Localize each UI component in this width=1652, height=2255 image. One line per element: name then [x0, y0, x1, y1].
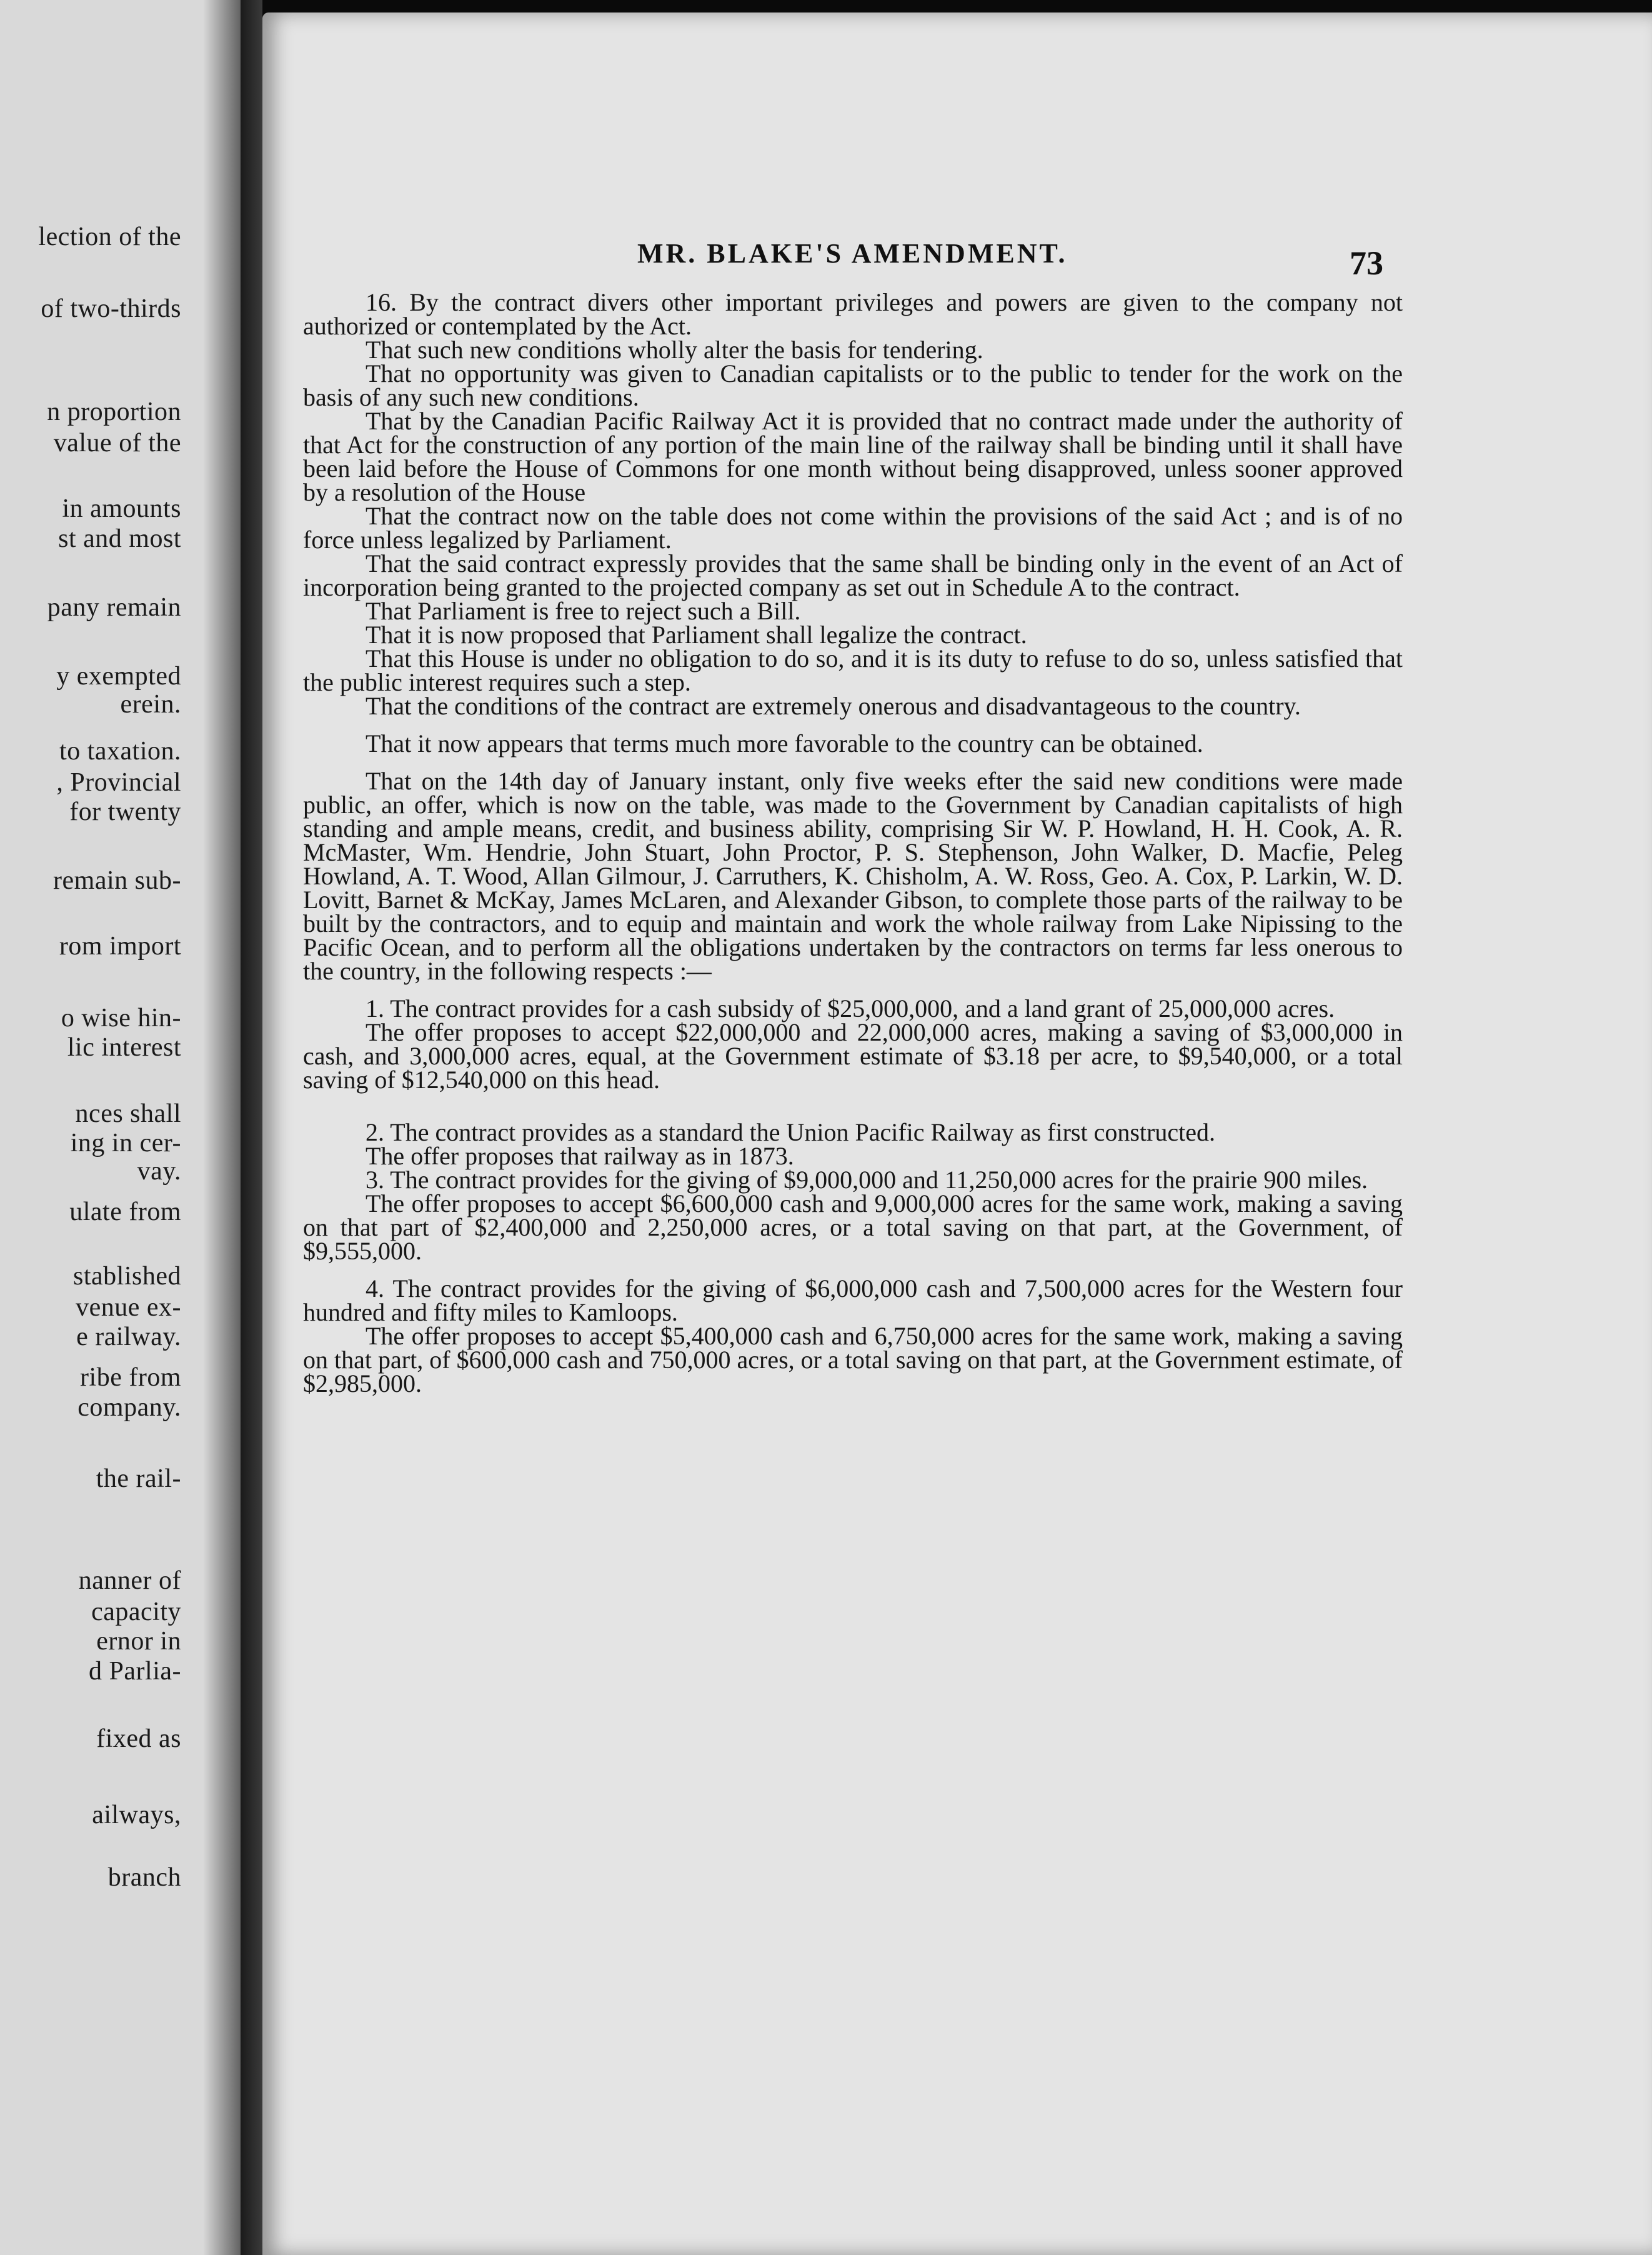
- paragraph: That on the 14th day of January instant, only five weeks efter the said new conditions were made public, an offer, which is now on the table, was made to the Government by Canadian capitalists of high standing and ample means, credit, and business ability, comprising Sir W. P. Howland, H. H. Cook, A. R. McMaster, Wm. Hendrie, John Stuart, John Proctor, P. S. Stephenson, John Walker, D. Macfie, Peleg Howland, A. T. Wood, Allan Gilmour, J. Carruthers, K. Chisholm, A. W. Ross, Geo. A. Cox, P. Larkin, W. D. Lovitt, Barnet & McKay, James McLaren, and Alexander Gibson, to complete those parts of the railway to be built by the contractors, and to equip and maintain and work the whole railway from Lake Nipissing to the Pacific Ocean, and to perform all the obligations undertaken by the contractors on terms far less onerous to the country, in the following respects :—: [303, 767, 1403, 985]
- paragraph: That it is now proposed that Parliament shall legalize the contract.: [366, 621, 1027, 649]
- paragraph: The offer proposes to accept $6,600,000 cash and 9,000,000 acres for the same work, making a saving on that part of $2,400,000 and 2,250,000 acres, or a total saving on that part, at the Government, of $9,555,000.: [303, 1189, 1403, 1265]
- left-page-line: pany remain: [47, 593, 181, 622]
- left-page-line: st and most: [58, 524, 181, 553]
- left-page-line: venue ex-: [76, 1293, 181, 1322]
- main-page: [262, 12, 1652, 2255]
- paragraph: 3. The contract provides for the giving of $9,000,000 and 11,250,000 acres for the prairie 900 miles.: [366, 1166, 1368, 1194]
- left-page-line: lic interest: [67, 1033, 181, 1062]
- left-page-line: company.: [77, 1393, 181, 1422]
- left-facing-page: [0, 0, 241, 2255]
- paragraph: That it now appears that terms much more favorable to the country can be obtained.: [366, 729, 1203, 758]
- left-page-line: d Parlia-: [89, 1657, 181, 1686]
- paragraph: That Parliament is free to reject such a Bill.: [366, 597, 801, 625]
- page-number: 73: [1350, 244, 1383, 282]
- left-page-line: nces shall: [75, 1099, 181, 1128]
- paragraph: 16. By the contract divers other important privileges and powers are given to the company not authorized or contemplated by the Act.: [303, 288, 1403, 340]
- paragraph: That the contract now on the table does not come within the provisions of the said Act ; and is of no force unless legalized by Parliament.: [303, 502, 1403, 554]
- left-page-line: ribe from: [80, 1363, 181, 1392]
- paragraph: The offer proposes to accept $22,000,000 and 22,000,000 acres, making a saving of $3,000,000 in cash, and 3,000,000 acres, equal, at the Government estimate of $3.18 per acre, to $9,540,000, or a total saving of $12,540,000 on this head.: [303, 1018, 1403, 1094]
- left-page-line: to taxation.: [59, 737, 181, 766]
- paragraph: 1. The contract provides for a cash subsidy of $25,000,000, and a land grant of 25,000,000 acres.: [366, 994, 1335, 1022]
- left-page-line: ailways,: [92, 1801, 181, 1829]
- left-page-line: ulate from: [69, 1198, 181, 1226]
- paragraph: That the conditions of the contract are extremely onerous and disadvantageous to the country.: [366, 692, 1301, 720]
- paragraph: That no opportunity was given to Canadian capitalists or to the public to tender for the work on the basis of any such new conditions.: [303, 359, 1403, 411]
- paragraph: The offer proposes to accept $5,400,000 cash and 6,750,000 acres for the same work, making a saving on that part, of $600,000 cash and 750,000 acres, or a total saving on that part, at the Government estimate, of $2,985,000.: [303, 1322, 1403, 1398]
- left-page-line: fixed as: [96, 1724, 181, 1753]
- left-page-line: the rail-: [96, 1464, 181, 1493]
- left-page-line: in amounts: [62, 494, 181, 523]
- left-page-line: vay.: [137, 1157, 181, 1186]
- paragraph: That this House is under no obligation to do so, and it is its duty to refuse to do so, unless satisfied that the public interest requires such a step.: [303, 644, 1403, 696]
- left-page-line: of two-thirds: [41, 294, 181, 323]
- left-page-line: lection of the: [38, 222, 181, 251]
- paragraph: That by the Canadian Pacific Railway Act it is provided that no contract made under the authority of that Act for the construction of any portion of the main line of the railway shall be binding until it shall have been laid before the House of Commons for one month without being disapproved, unless sooner approved by a resolution of the House: [303, 407, 1403, 506]
- left-page-line: for twenty: [69, 798, 181, 826]
- left-page-line: erein.: [120, 690, 181, 719]
- left-page-line: n proportion: [47, 398, 181, 426]
- left-page-line: e railway.: [76, 1322, 181, 1351]
- left-page-line: , Provincial: [56, 768, 181, 797]
- page-edge: [241, 0, 262, 2255]
- left-page-line: o wise hin-: [61, 1004, 181, 1032]
- left-page-line: capacity: [91, 1598, 181, 1626]
- left-page-line: remain sub-: [53, 866, 181, 895]
- paragraph: 2. The contract provides as a standard the Union Pacific Railway as first constructed.: [366, 1118, 1215, 1146]
- left-page-line: value of the: [53, 429, 181, 458]
- paragraph: That the said contract expressly provides that the same shall be binding only in the event of an Act of incorporation being granted to the projected company as set out in Schedule A to the contract.: [303, 549, 1403, 601]
- running-title: MR. BLAKE'S AMENDMENT.: [637, 238, 1068, 269]
- left-page-line: y exempted: [56, 662, 181, 691]
- left-page-line: ernor in: [96, 1627, 181, 1656]
- left-page-line: branch: [107, 1863, 181, 1892]
- left-page-line: rom import: [59, 932, 181, 961]
- gutter-shadow: [203, 0, 241, 2255]
- body-text: [303, 288, 1403, 1398]
- left-page-line: ing in cer-: [70, 1129, 181, 1158]
- paragraph: The offer proposes that railway as in 1873.: [366, 1142, 794, 1170]
- left-page-line: nanner of: [78, 1566, 181, 1595]
- paragraph: 4. The contract provides for the giving of $6,000,000 cash and 7,500,000 acres for the Western four hundred and fifty miles to Kamloops.: [303, 1274, 1403, 1326]
- left-page-line: stablished: [73, 1262, 181, 1291]
- paragraph: That such new conditions wholly alter the basis for tendering.: [366, 336, 983, 364]
